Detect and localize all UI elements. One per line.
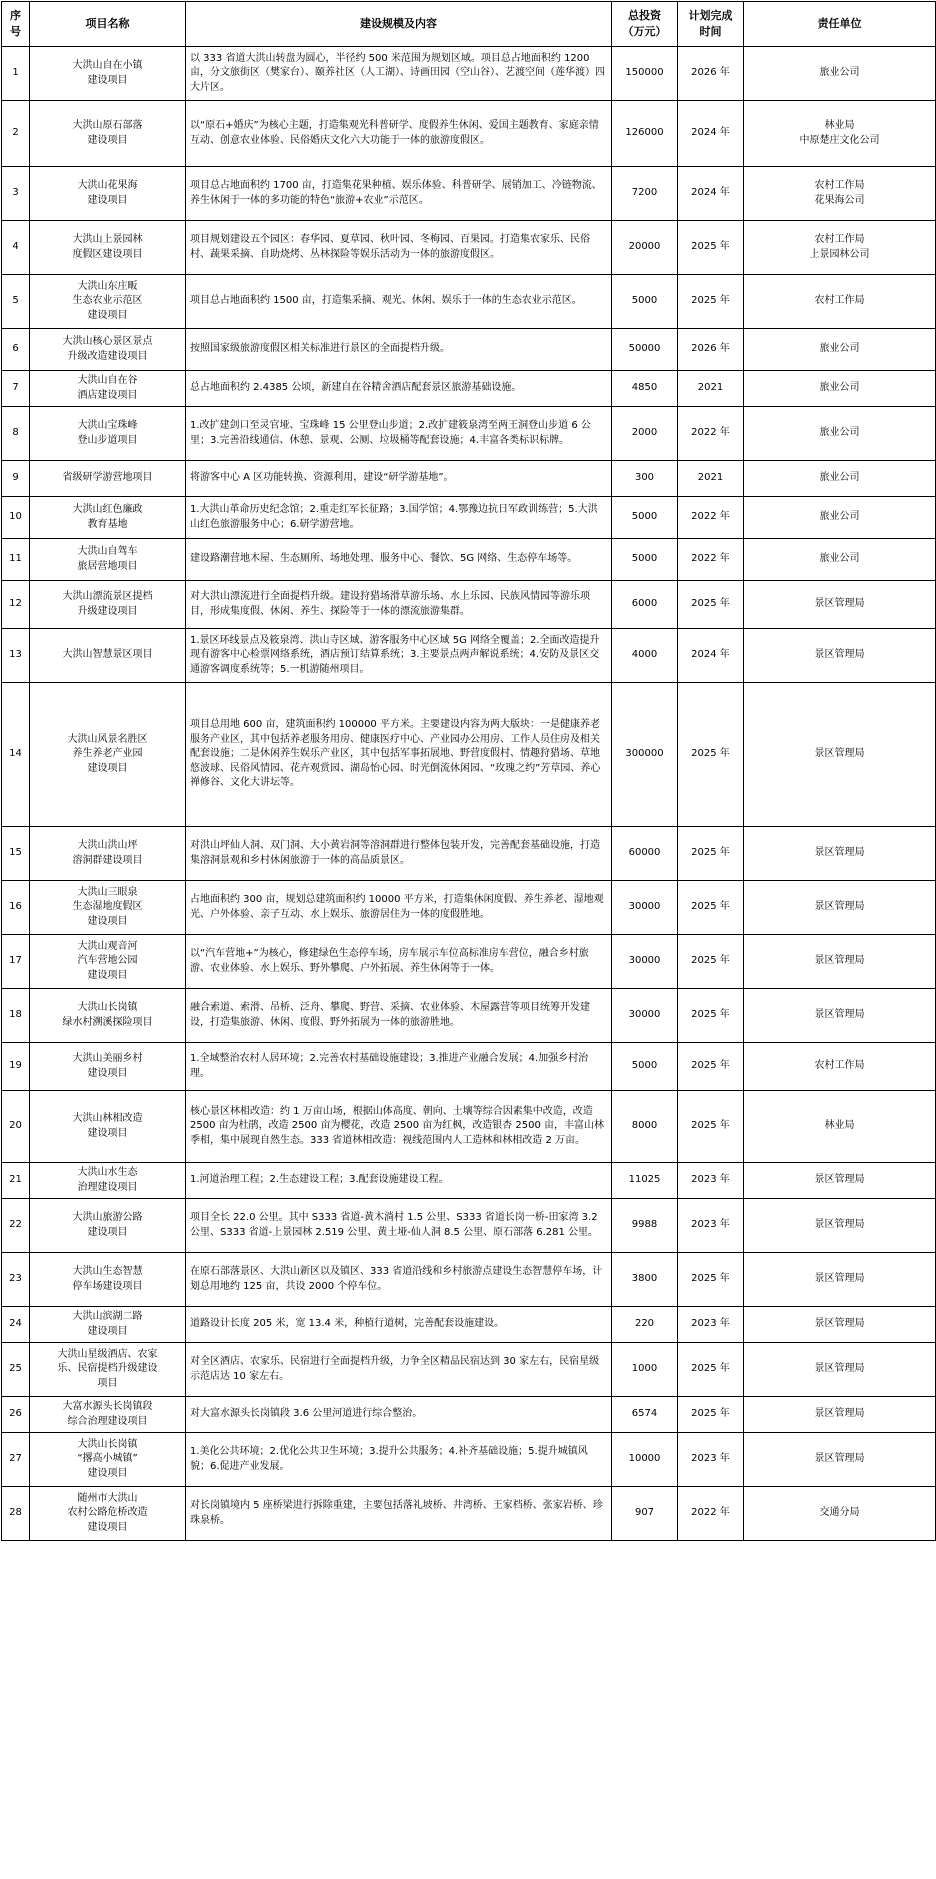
cell-investment: 6574 <box>612 1397 678 1433</box>
cell-project-name: 大洪山滨湖二路 建设项目 <box>30 1307 186 1343</box>
header-investment: 总投资 （万元） <box>612 2 678 47</box>
cell-no: 16 <box>2 881 30 935</box>
cell-responsible-unit: 农村工作局 上景园林公司 <box>744 221 936 275</box>
cell-project-name: 大洪山宝珠峰 登山步道项目 <box>30 407 186 461</box>
cell-no: 10 <box>2 497 30 539</box>
cell-no: 11 <box>2 539 30 581</box>
cell-no: 13 <box>2 629 30 683</box>
cell-responsible-unit: 景区管理局 <box>744 1343 936 1397</box>
cell-no: 21 <box>2 1163 30 1199</box>
cell-investment: 7200 <box>612 167 678 221</box>
table-row <box>2 683 936 827</box>
cell-completion-time: 2025 年 <box>678 827 744 881</box>
cell-no: 9 <box>2 461 30 497</box>
cell-completion-time: 2024 年 <box>678 167 744 221</box>
table-row <box>2 1307 936 1343</box>
cell-investment: 10000 <box>612 1433 678 1487</box>
cell-content: 1.景区环线景点及筱泉湾、洪山寺区域、游客服务中心区域 5G 网络全覆盖；2.全面改造提升现有游客中心检票网络系统，酒店预订结算系统；3.主要景点两声解说系统；4.安防及景区交通游客调度系统等；5.一机游随州项目。 <box>186 629 612 683</box>
cell-project-name: 大洪山星级酒店、农家 乐、民宿提档升级建设 项目 <box>30 1343 186 1397</box>
cell-project-name: 省级研学游营地项目 <box>30 461 186 497</box>
table-row <box>2 881 936 935</box>
cell-investment: 300000 <box>612 683 678 827</box>
cell-responsible-unit: 林业局 <box>744 1091 936 1163</box>
table-row <box>2 407 936 461</box>
cell-responsible-unit: 旅业公司 <box>744 329 936 371</box>
cell-content: 项目全长 22.0 公里。其中 S333 省道-黄木淌村 1.5 公里、S333 省道长岗一桥-田家湾 3.2 公里、S333 省道-上景园林 2.519 公里、黄土垭-仙人洞 8.5 公里、原石部落 6.281 公里。 <box>186 1199 612 1253</box>
cell-project-name: 大洪山上景园林 度假区建设项目 <box>30 221 186 275</box>
cell-content: 项目总用地 600 亩，建筑面积约 100000 平方米。主要建设内容为两大版块：一是健康养老服务产业区，其中包括养老服务用房、健康医疗中心、产业园办公用房、工作人员住房及相关配套设施；二是休闲养生娱乐产业区，其中包括军事拓展地、野营度假村、情趣狩猎场、草地悠波球、民俗风情园、花卉观赏园、湖岛怡心园、时光倒流休闲园、“玫瑰之约”芳草园、养心禅修谷、文化大讲坛等。 <box>186 683 612 827</box>
cell-content: 融合索道、索滑、吊桥、泛舟、攀爬、野营、采摘、农业体验、木屋露营等项目统筹开发建设，打造集旅游、休闲、度假、野外拓展为一体的旅游胜地。 <box>186 989 612 1043</box>
header-content: 建设规模及内容 <box>186 2 612 47</box>
cell-no: 28 <box>2 1487 30 1541</box>
cell-investment: 9988 <box>612 1199 678 1253</box>
cell-project-name: 大洪山美丽乡村 建设项目 <box>30 1043 186 1091</box>
table-row <box>2 1199 936 1253</box>
cell-responsible-unit: 景区管理局 <box>744 935 936 989</box>
table-row <box>2 1487 936 1541</box>
table-row <box>2 827 936 881</box>
cell-completion-time: 2025 年 <box>678 935 744 989</box>
cell-project-name: 大洪山长岗镇 绿水村溯溪探险项目 <box>30 989 186 1043</box>
cell-content: 对大洪山漂流进行全面提档升级。建设狩猎场滑草游乐场、水上乐园、民族风情园等游乐项目，形成集度假、休闲、养生、探险等于一体的漂流旅游集群。 <box>186 581 612 629</box>
cell-project-name: 大洪山智慧景区项目 <box>30 629 186 683</box>
table-row <box>2 47 936 101</box>
cell-responsible-unit: 景区管理局 <box>744 989 936 1043</box>
header-row <box>2 2 936 47</box>
cell-responsible-unit: 景区管理局 <box>744 1307 936 1343</box>
cell-responsible-unit: 旅业公司 <box>744 539 936 581</box>
cell-project-name: 大富水源头长岗镇段 综合治理建设项目 <box>30 1397 186 1433</box>
cell-project-name: 大洪山三眼泉 生态湿地度假区 建设项目 <box>30 881 186 935</box>
cell-content: 对大富水源头长岗镇段 3.6 公里河道进行综合整治。 <box>186 1397 612 1433</box>
cell-responsible-unit: 景区管理局 <box>744 1253 936 1307</box>
cell-completion-time: 2023 年 <box>678 1163 744 1199</box>
cell-no: 26 <box>2 1397 30 1433</box>
cell-content: 1.大洪山革命历史纪念馆；2.重走红军长征路；3.国学馆；4.鄂豫边抗日军政训练营；5.大洪山红色旅游服务中心；6.研学游营地。 <box>186 497 612 539</box>
cell-no: 22 <box>2 1199 30 1253</box>
cell-investment: 150000 <box>612 47 678 101</box>
cell-completion-time: 2025 年 <box>678 881 744 935</box>
cell-completion-time: 2025 年 <box>678 1343 744 1397</box>
cell-investment: 907 <box>612 1487 678 1541</box>
cell-completion-time: 2025 年 <box>678 1043 744 1091</box>
cell-content: 项目总占地面积约 1700 亩，打造集花果种植、娱乐体验、科普研学、展销加工、冷链物流、养生休闲于一体的多功能的特色“旅游+农业”示范区。 <box>186 167 612 221</box>
cell-responsible-unit: 景区管理局 <box>744 629 936 683</box>
cell-project-name: 随州市大洪山 农村公路危桥改造 建设项目 <box>30 1487 186 1541</box>
header-unit: 责任单位 <box>744 2 936 47</box>
cell-investment: 30000 <box>612 989 678 1043</box>
cell-no: 15 <box>2 827 30 881</box>
cell-project-name: 大洪山洪山坪 溶洞群建设项目 <box>30 827 186 881</box>
cell-completion-time: 2026 年 <box>678 329 744 371</box>
cell-content: 在原石部落景区、大洪山新区以及镇区、333 省道沿线和乡村旅游点建设生态智慧停车场，计划总用地约 125 亩，共设 2000 个停车位。 <box>186 1253 612 1307</box>
cell-completion-time: 2026 年 <box>678 47 744 101</box>
cell-investment: 5000 <box>612 539 678 581</box>
table-row <box>2 989 936 1043</box>
cell-completion-time: 2025 年 <box>678 1397 744 1433</box>
cell-content: 项目总占地面积约 1500 亩，打造集采摘、观光、休闲、娱乐于一体的生态农业示范区。 <box>186 275 612 329</box>
table-row <box>2 1253 936 1307</box>
table-row <box>2 629 936 683</box>
cell-content: 1.全域整治农村人居环境；2.完善农村基础设施建设；3.推进产业融合发展；4.加强乡村治理。 <box>186 1043 612 1091</box>
cell-no: 24 <box>2 1307 30 1343</box>
table-row <box>2 935 936 989</box>
cell-content: 将游客中心 A 区功能转换、资源利用，建设“研学游基地”。 <box>186 461 612 497</box>
cell-no: 12 <box>2 581 30 629</box>
cell-investment: 5000 <box>612 275 678 329</box>
table-header <box>2 2 936 47</box>
cell-no: 17 <box>2 935 30 989</box>
cell-responsible-unit: 旅业公司 <box>744 497 936 539</box>
cell-completion-time: 2025 年 <box>678 989 744 1043</box>
cell-investment: 2000 <box>612 407 678 461</box>
cell-completion-time: 2022 年 <box>678 539 744 581</box>
cell-no: 25 <box>2 1343 30 1397</box>
header-name: 项目名称 <box>30 2 186 47</box>
table-row <box>2 497 936 539</box>
cell-completion-time: 2025 年 <box>678 221 744 275</box>
cell-responsible-unit: 林业局 中原楚庄文化公司 <box>744 101 936 167</box>
table-row <box>2 1433 936 1487</box>
cell-no: 6 <box>2 329 30 371</box>
cell-completion-time: 2025 年 <box>678 275 744 329</box>
cell-content: 1.改扩建剑口至灵官垭、宝珠峰 15 公里登山步道；2.改扩建筱泉湾至两王洞登山步道 6 公里；3.完善沿线通信、休憩、景观、公厕、垃圾桶等配套设施；4.丰富各类标识标牌。 <box>186 407 612 461</box>
cell-completion-time: 2023 年 <box>678 1307 744 1343</box>
cell-responsible-unit: 景区管理局 <box>744 1433 936 1487</box>
cell-investment: 5000 <box>612 497 678 539</box>
cell-responsible-unit: 景区管理局 <box>744 1397 936 1433</box>
table-row <box>2 1397 936 1433</box>
cell-investment: 4000 <box>612 629 678 683</box>
cell-content: 按照国家级旅游度假区相关标准进行景区的全面提档升级。 <box>186 329 612 371</box>
cell-completion-time: 2025 年 <box>678 581 744 629</box>
cell-project-name: 大洪山自在谷 酒店建设项目 <box>30 371 186 407</box>
cell-project-name: 大洪山观音河 汽车营地公园 建设项目 <box>30 935 186 989</box>
cell-investment: 1000 <box>612 1343 678 1397</box>
cell-project-name: 大洪山自驾车 旅居营地项目 <box>30 539 186 581</box>
cell-project-name: 大洪山红色廉政 教育基地 <box>30 497 186 539</box>
table-row <box>2 371 936 407</box>
cell-responsible-unit: 旅业公司 <box>744 47 936 101</box>
cell-no: 8 <box>2 407 30 461</box>
cell-no: 14 <box>2 683 30 827</box>
cell-investment: 60000 <box>612 827 678 881</box>
cell-completion-time: 2025 年 <box>678 1091 744 1163</box>
cell-no: 27 <box>2 1433 30 1487</box>
cell-project-name: 大洪山水生态 治理建设项目 <box>30 1163 186 1199</box>
table-row <box>2 539 936 581</box>
cell-investment: 300 <box>612 461 678 497</box>
cell-completion-time: 2025 年 <box>678 1253 744 1307</box>
cell-responsible-unit: 旅业公司 <box>744 407 936 461</box>
cell-responsible-unit: 景区管理局 <box>744 881 936 935</box>
cell-responsible-unit: 交通分局 <box>744 1487 936 1541</box>
cell-investment: 5000 <box>612 1043 678 1091</box>
table-row <box>2 461 936 497</box>
cell-no: 2 <box>2 101 30 167</box>
cell-responsible-unit: 景区管理局 <box>744 581 936 629</box>
cell-responsible-unit: 景区管理局 <box>744 683 936 827</box>
cell-no: 18 <box>2 989 30 1043</box>
cell-content: 建设路潮营地木屋、生态厕所、场地处理、服务中心、餐饮、5G 网络、生态停车场等。 <box>186 539 612 581</box>
table-row <box>2 1043 936 1091</box>
cell-no: 5 <box>2 275 30 329</box>
cell-content: 以“原石+婚庆”为核心主题，打造集观光科普研学、度假养生休闲、爱国主题教育、家庭亲情互动、创意农业体验、民俗婚庆文化六大功能于一体的旅游度假区。 <box>186 101 612 167</box>
cell-investment: 3800 <box>612 1253 678 1307</box>
header-no: 序号 <box>2 2 30 47</box>
cell-investment: 50000 <box>612 329 678 371</box>
cell-investment: 30000 <box>612 881 678 935</box>
cell-no: 3 <box>2 167 30 221</box>
cell-completion-time: 2021 <box>678 461 744 497</box>
cell-completion-time: 2022 年 <box>678 407 744 461</box>
cell-project-name: 大洪山旅游公路 建设项目 <box>30 1199 186 1253</box>
cell-investment: 8000 <box>612 1091 678 1163</box>
cell-completion-time: 2023 年 <box>678 1433 744 1487</box>
table-row <box>2 101 936 167</box>
table-row <box>2 167 936 221</box>
cell-content: 以“汽车营地+”为核心，修建绿色生态停车场，房车展示车位高标准房车营位，融合乡村旅游、农业体验、水上娱乐、野外攀爬、户外拓展、养生休闲等于一体。 <box>186 935 612 989</box>
cell-project-name: 大洪山自在小镇 建设项目 <box>30 47 186 101</box>
cell-responsible-unit: 农村工作局 花果海公司 <box>744 167 936 221</box>
cell-investment: 30000 <box>612 935 678 989</box>
cell-project-name: 大洪山原石部落 建设项目 <box>30 101 186 167</box>
cell-responsible-unit: 旅业公司 <box>744 371 936 407</box>
cell-project-name: 大洪山长岗镇 “撂高小城镇” 建设项目 <box>30 1433 186 1487</box>
cell-project-name: 大洪山漂流景区提档 升级建设项目 <box>30 581 186 629</box>
cell-responsible-unit: 农村工作局 <box>744 275 936 329</box>
cell-investment: 11025 <box>612 1163 678 1199</box>
header-completion: 计划完成 时间 <box>678 2 744 47</box>
cell-investment: 4850 <box>612 371 678 407</box>
cell-no: 4 <box>2 221 30 275</box>
cell-content: 对长岗镇境内 5 座桥梁进行拆除重建，主要包括落礼坡桥、井湾桥、王家档桥、张家岩桥、珍珠泉桥。 <box>186 1487 612 1541</box>
cell-project-name: 大洪山风景名胜区 养生养老产业园 建设项目 <box>30 683 186 827</box>
project-table <box>1 1 936 1541</box>
cell-project-name: 大洪山东庄畈 生态农业示范区 建设项目 <box>30 275 186 329</box>
cell-investment: 126000 <box>612 101 678 167</box>
table-row <box>2 1163 936 1199</box>
cell-no: 23 <box>2 1253 30 1307</box>
table-body <box>2 47 936 1541</box>
cell-responsible-unit: 农村工作局 <box>744 1043 936 1091</box>
cell-investment: 20000 <box>612 221 678 275</box>
cell-content: 核心景区林相改造：约 1 万亩山场，根据山体高度、朝向、土壤等综合因素集中改造，改造 2500 亩为杜鹃，改造 2500 亩为樱花，改造 2500 亩为红枫，改造银杏 2500 亩，丰富山林季相，集中展现自然生态。333 省道林相改造：视线范围内人工造林和林相改造 2 万亩。 <box>186 1091 612 1163</box>
cell-completion-time: 2021 <box>678 371 744 407</box>
cell-completion-time: 2022 年 <box>678 1487 744 1541</box>
cell-responsible-unit: 景区管理局 <box>744 1163 936 1199</box>
cell-no: 1 <box>2 47 30 101</box>
cell-completion-time: 2025 年 <box>678 683 744 827</box>
table-row <box>2 329 936 371</box>
cell-responsible-unit: 景区管理局 <box>744 1199 936 1253</box>
table-row <box>2 275 936 329</box>
cell-responsible-unit: 旅业公司 <box>744 461 936 497</box>
cell-investment: 6000 <box>612 581 678 629</box>
cell-project-name: 大洪山生态智慧 停车场建设项目 <box>30 1253 186 1307</box>
table-row <box>2 1343 936 1397</box>
cell-content: 以 333 省道大洪山转盘为圆心，半径约 500 米范围为规划区域。项目总占地面积约 1200 亩，分文旅街区（樊家台）、颐养社区（人工湖）、诗画田园（空山谷）、艺渡空间（莲华渡）四大片区。 <box>186 47 612 101</box>
cell-content: 对全区酒店、农家乐、民宿进行全面提档升级，力争全区精品民宿达到 30 家左右，民宿星级示范店达 10 家左右。 <box>186 1343 612 1397</box>
cell-no: 7 <box>2 371 30 407</box>
table-row <box>2 1091 936 1163</box>
table-row <box>2 221 936 275</box>
cell-no: 20 <box>2 1091 30 1163</box>
cell-no: 19 <box>2 1043 30 1091</box>
cell-completion-time: 2024 年 <box>678 629 744 683</box>
cell-project-name: 大洪山林相改造 建设项目 <box>30 1091 186 1163</box>
cell-content: 占地面积约 300 亩，规划总建筑面积约 10000 平方米，打造集休闲度假、养生养老、湿地观光、户外体验、亲子互动、水上娱乐、旅游居住为一体的度假胜地。 <box>186 881 612 935</box>
cell-content: 1.河道治理工程；2.生态建设工程；3.配套设施建设工程。 <box>186 1163 612 1199</box>
cell-project-name: 大洪山花果海 建设项目 <box>30 167 186 221</box>
cell-investment: 220 <box>612 1307 678 1343</box>
cell-completion-time: 2023 年 <box>678 1199 744 1253</box>
cell-project-name: 大洪山核心景区景点 升级改造建设项目 <box>30 329 186 371</box>
table-row <box>2 581 936 629</box>
cell-completion-time: 2022 年 <box>678 497 744 539</box>
cell-content: 对洪山坪仙人洞、双门洞、大小黄岩洞等溶洞群进行整体包装开发，完善配套基础设施，打造集溶洞景观和乡村休闲旅游于一体的高品质景区。 <box>186 827 612 881</box>
cell-content: 项目规划建设五个园区：春华园、夏草园、秋叶园、冬梅园、百果园。打造集农家乐、民俗村、蔬果采摘、自助烧烤、丛林探险等娱乐活动为一体的旅游度假区。 <box>186 221 612 275</box>
cell-completion-time: 2024 年 <box>678 101 744 167</box>
cell-content: 道路设计长度 205 米，宽 13.4 米，种植行道树，完善配套设施建设。 <box>186 1307 612 1343</box>
cell-content: 总占地面积约 2.4385 公顷，新建自在谷精舍酒店配套景区旅游基础设施。 <box>186 371 612 407</box>
cell-content: 1.美化公共环境；2.优化公共卫生环境；3.提升公共服务；4.补齐基础设施；5.提升城镇风貌；6.促进产业发展。 <box>186 1433 612 1487</box>
cell-responsible-unit: 景区管理局 <box>744 827 936 881</box>
